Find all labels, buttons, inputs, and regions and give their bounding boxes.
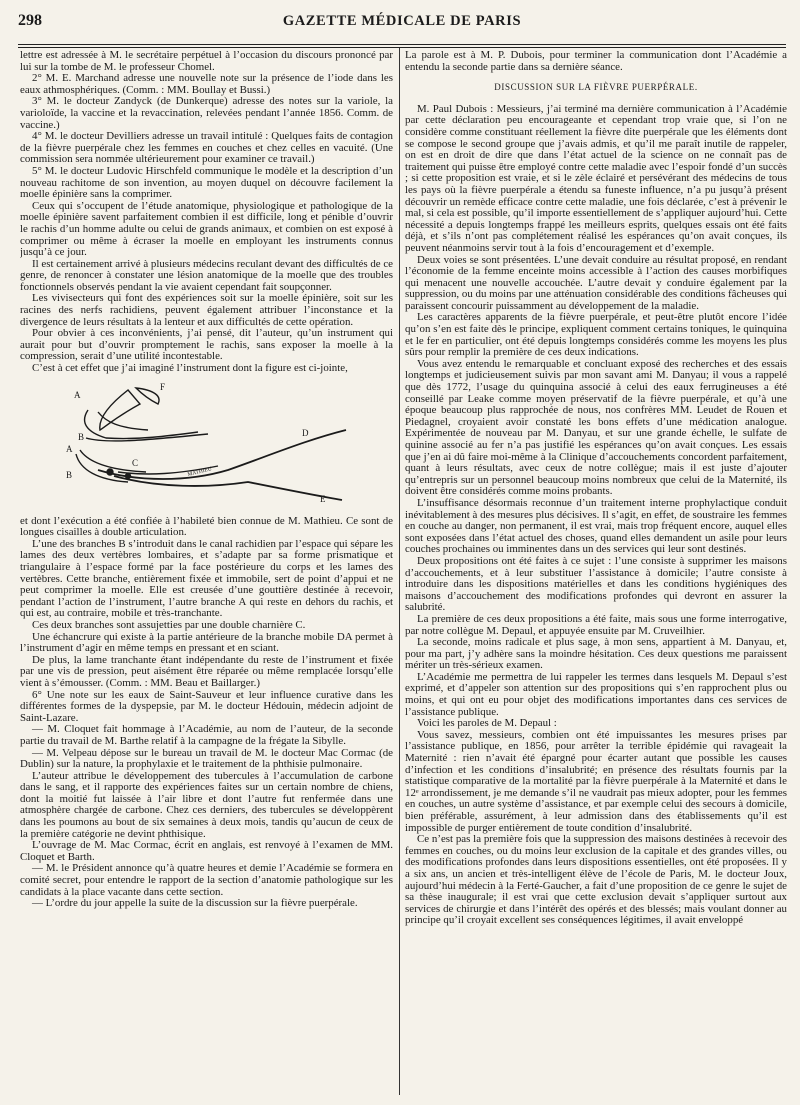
paragraph: Les vivisecteurs qui font des expériences soit sur la moelle épinière, soit sur les racines des nerfs rachidiens, peuvent également attribuer l’inconstance et la divergence de leurs résultats à la lenteur et aux difficultés de cette opération.: [20, 292, 393, 328]
journal-title: GAZETTE MÉDICALE DE PARIS: [282, 13, 522, 29]
figure-label: E: [320, 493, 326, 504]
figure-label: B: [78, 431, 85, 442]
header-rule-thin: [18, 47, 786, 48]
figure-label: B: [66, 469, 73, 480]
paragraph: 3° M. le docteur Zandyck (de Dunkerque) adresse des notes sur la variole, la varioloïde, la vaccine et la revaccination, relevées pendant l’année 1856. Comm. de vaccine.): [20, 95, 393, 131]
maker-mark: MATHIEU: [187, 465, 213, 478]
paragraph: 5° M. le docteur Ludovic Hirschfeld communique le modèle et la description d’un nouveau rachitome de son invention, au moyen duquel on découvre facilement la moelle épinière sans la comprimer.: [20, 164, 393, 201]
paragraph: Il est certainement arrivé à plusieurs médecins reculant devant des difficultés de ce genre, de renoncer à constater une lésion anatomique de la moelle que des troubles fonctionnels observés pendant la vie avaient cependant fait soupçonner.: [20, 257, 393, 293]
header-rule: [18, 44, 786, 45]
paragraph: et dont l’exécution a été confiée à l’habileté bien connue de M. Mathieu. Ce sont de longues cisailles à double articulation.: [20, 514, 393, 539]
paragraph: — M. le Président annonce qu’à quatre heures et demie l’Académie se formera en comité secret, pour entendre le rapport de la section d’anatomie pathologique sur les candidats à la place vacante dans cette section.: [20, 862, 393, 898]
paragraph: L’auteur attribue le développement des tubercules à l’accumulation de carbone dans le sang, et il rapporte des expériences faites sur un certain nombre de chiens, dont la moitié fut laissée à l’air libre et dont l’autre fut renfermée dans une atmosphère chargée de carbone. Chez ces derniers, des tubercules se développèrent dans les poumons au bout de six semaines à deux mois, tandis qu’aucun de ceux de la première catégorie ne devint phthisique.: [20, 769, 393, 840]
paragraph: Vous savez, messieurs, combien ont été impuissantes les mesures prises par l’assistance publique, en 1856, pour arrêter la terrible épidémie qui ravageait la Maternité : rien n’avait été épargné pour écarter autant que possible les causes d’infection et les conditions d’insalubrité; en présence des résultats fournis par la statistique comparative de la mortalité par la fièvre puerpérale à la Maternité et dans le 12ᵉ arrondissement, je me demande s’il ne vaudrait pas mieux adopter, pour les femmes en couches, un autre système d’assistance, et par exemple celui des secours à domicile, bien préférable, assurément, à leur admission dans des établissements qu’il est impossible de purger entièrement de toute condition d’insalubrité.: [405, 728, 787, 834]
blade-detail-a: [100, 390, 140, 430]
paragraph: 2° M. E. Marchand adresse une nouvelle note sur la présence de l’iode dans les eaux athmosphériques. (Comm. : MM. Boullay et Bussi.): [20, 72, 393, 96]
paragraph: L’une des branches B s’introduit dans le canal rachidien par l’espace qui sépare les lames des deux vertèbres lombaires, et s’adapte par sa forme prismatique et triangulaire à l’espace formé par la face postérieure du corps et les lames des vertèbres. Cette branche, entièrement fixée et immobile, sert de point d’appui et ne peut comprimer la moelle. Elle est creusée d’une gouttière destinée à recevoir, pendant l’action de l’instrument, l’autre branche A qui reste en dehors du rachis, et qui est, au contraire, mobile et très-tranchante.: [20, 537, 393, 620]
paragraph: — M. Velpeau dépose sur le bureau un travail de M. le docteur Mac Cormac (de Dublin) sur la nature, la prophylaxie et le traitement de la phthisie pulmonaire.: [20, 746, 393, 771]
paragraph: Les caractères apparents de la fièvre puerpérale, et peut-être plutôt encore l’idée qu’on s’en est faite dès le principe, expliquent comment certains toniques, le quinquina et le fer en particulier, ont été depuis longtemps considérés comme les moyens les plus sûrs pour remplir la première de ces deux indications.: [405, 311, 787, 359]
paragraph: L’ouvrage de M. Mac Cormac, écrit en anglais, est renvoyé à l’examen de MM. Cloquet et Barth.: [20, 839, 393, 863]
right-column: [405, 50, 787, 1102]
hinge-c: [107, 469, 113, 475]
paragraph: — L’ordre du jour appelle la suite de la discussion sur la fièvre puerpérale.: [32, 897, 358, 910]
hinge-c-second: [126, 473, 131, 478]
paragraph: Ce n’est pas la première fois que la suppression des maisons destinées à recevoir des femmes en couches, ou du moins leur exclusion de la capitale et des grandes villes, ou des modifications profondes dans leurs dispositions essentielles, ont été proposées. Il y a six ans, un ancien et très-intelligent élève de l’école de Paris, M. le docteur Joux, aujourd’hui médecin à la Ferté-Gaucher, a fait d’une proposition de ce genre le sujet de sa thèse inaugurale; il est vrai que cette exclusion devait s’appliquer surtout aux services de chirurgie et dans l’intérêt des opérés et des blessés; mais voulant donner au principe qu’il croyait excellent ses conséquences légitimes, il avait enveloppé: [405, 833, 787, 927]
paragraph: M. Paul Dubois : Messieurs, j’ai terminé ma dernière communication à l’Académie par cette déclaration peu encourageante et cependant trop vraie que, si l’on ne considère comme constituant réellement la fièvre dite puerpérale que les éléments dont se compose le second groupe que j’avais admis, et qu’il me paraît inutile de rappeler, on est en droit de dire que dans l’état actuel de la science on ne connaît pas de traitement qui puisse être employé contre cette maladie avec l’espoir fondé d’un succès ; si cette proposition est vraie, et si le zèle éclairé et persévérant des médecins de tous les pays où la fièvre puerpérale a étendu sa funeste influence, n’a pu jusqu’à présent découvrir un remède efficace contre cette maladie, une fois déclarée, c’est à prévenir le mal, si cela est possible, qu’il importe essentiellement de s’appliquer aujourd’hui. Cette nécessité a depuis longtemps frappé les meilleurs esprits, quelques essais ont été faits déjà, et s’ils n’ont pas complétement réalisé les espérances qu’on avait conçues, ils peuvent néanmoins servir tout à la fois d’encouragement et d’exemple.: [405, 102, 787, 254]
section-heading: DISCUSSION SUR LA FIÈVRE PUERPÉRALE.: [494, 82, 698, 93]
paragraph: L’insuffisance désormais reconnue d’un traitement interne prophylactique conduit inévitablement à des mesures plus décisives. Il s’agit, en effet, de soustraire les femmes en couche au danger, non permanent, il est vrai, mais trop fréquent encore, auquel elles sont exposées dans l’état actuel des choses, quand elles demandent un asile pour leurs couches prochaines ou imminentes dans un des services qui leur sont destinés.: [405, 496, 787, 556]
paragraph: — M. Cloquet fait hommage à l’Académie, au nom de l’auteur, de la seconde partie du travail de M. Barthe relatif à la campagne de la frégate la Sibylle.: [20, 723, 393, 747]
paragraph: C’est à cet effet que j’ai imaginé l’instrument dont la figure est ci-jointe,: [32, 362, 348, 375]
paragraph: Ces deux branches sont assujetties par une double charnière C.: [32, 618, 306, 631]
paragraph: La première de ces deux propositions a été faite, mais sous une forme interrogative, par notre collègue M. Depaul, et appuyée ensuite par M. Cruveilhier.: [405, 612, 787, 637]
figure-label: A: [74, 389, 81, 400]
paragraph: Ceux qui s’occupent de l’étude anatomique, physiologique et pathologique de la moelle épinière savent parfaitement combien il est difficile, long et pénible d’ouvrir le rachis d’un homme adulte ou celui de grands animaux, et combien on est exposé à comprimer ou même à écraser la moelle en employant les instruments connus jusqu’à ce jour.: [20, 199, 393, 259]
paragraph: La seconde, moins radicale et plus sage, à mon sens, appartient à M. Danyau, et, pour ma part, j’y adhère sans la moindre hésitation. Ces deux questions me paraissent mériter un très-sérieux examen.: [405, 636, 787, 672]
paragraph: Deux propositions ont été faites à ce sujet : l’une consiste à supprimer les maisons d’accouchements, et à leur substituer l’assistance à domicile; l’autre consiste à introduire dans les dispositions matérielles et dans les conditions hygiéniques des maisons d’accouchement des modifications profondes qui devront en assurer la salubrité.: [405, 554, 787, 614]
rachitome-engraving: [58, 378, 358, 512]
paragraph: lettre est adressée à M. le secrétaire perpétuel à l’occasion du discours prononcé par lui sur la tombe de M. le professeur Chomel.: [20, 50, 393, 73]
paragraph: Voici les paroles de M. Depaul :: [417, 717, 557, 730]
figure-label: A: [66, 443, 73, 454]
figure-label: D: [302, 427, 309, 438]
figure-label: F: [160, 381, 166, 392]
paragraph: 6° Une note sur les eaux de Saint-Sauveur et leur influence curative dans les différentes formes de la dyspepsie, par M. le docteur Hédouin, médecin adjoint de Saint-Lazare.: [20, 688, 393, 724]
rachitome-figure: [20, 378, 393, 514]
paragraph: L’Académie me permettra de lui rappeler les termes dans lesquels M. Depaul s’est exprimé, et d’appeler son attention sur des propositions qui s’en rapprochent plus ou moins, et qui ont eu pour objet des modifications importantes dans ces services de l’assistance publique.: [405, 670, 787, 718]
column-separator: [399, 48, 400, 1095]
paragraph: De plus, la lame tranchante étant indépendante du reste de l’instrument et fixée par une vis de pression, peut aisément être réparée ou même remplacée lorsqu’elle vient à s’émousser. (Comm. : MM. Beau et Baillarger.): [20, 653, 393, 689]
paragraph: La parole est à M. P. Dubois, pour terminer la communication dont l’Académie a entendu la seconde partie dans sa dernière séance.: [405, 50, 787, 73]
blade-detail-f: [136, 388, 159, 404]
page-number: 298: [18, 12, 42, 29]
paragraph: Vous avez entendu le remarquable et concluant exposé des recherches et des essais longtemps et judicieusement suivis par mon savant ami M. Danyau; il vous a rappelé que dès 1772, l’usage du quinquina associé à celui des eaux ferrugineuses a été conseillé par Leake comme moyen préservatif de la fièvre puerpérale, et qu’à une époque beaucoup plus rapprochée de nous, nos confrères MM. Leudet de Rouen et Piedagnel, croyaient avoir constaté les bons effets d’une médication analogue. Expérimentée de nouveau par M. Danyau, et sur une grande échelle, le sulfate de quinine associé au fer n’a pas justifié les espérances qu’on avait conçues. Les essais que j’en ai dû faire moi-même à la Clinique d’accouchements concordent parfaitement, quant à leurs résultats, avec ceux de notre collègue; mais il est juste d’ajouter qu’entrepris sur un personnel beaucoup moins nombreux que celui de la Maternité, ils doivent être considérés comme moins probants.: [405, 357, 787, 498]
page-header: [18, 12, 786, 36]
handle-e: [114, 476, 342, 500]
paragraph: Pour obvier à ces inconvénients, j’ai pensé, dit l’auteur, qu’un instrument qui aurait pour but d’ouvrir promptement le rachis, sans exposer la moelle à la compression, serait d’une utilité incontestable.: [20, 327, 393, 363]
figure-label: C: [132, 457, 139, 468]
left-column: [20, 50, 393, 1102]
upper-shear-arm: [85, 410, 198, 439]
paragraph: 4° M. le docteur Devilliers adresse un travail intitulé : Quelques faits de contagion de la fièvre puerpérale chez les femmes en couches et chez celles en vacuité. (Une commission sera nommée ultérieurement pour examiner ce travail.): [20, 130, 393, 166]
paragraph: Une échancrure qui existe à la partie antérieure de la branche mobile DA permet à l’instrument d’agir en même temps en pressant et en sciant.: [20, 630, 393, 655]
paragraph: Deux voies se sont présentées. L’une devait conduire au résultat proposé, en rendant l’économie de la femme enceinte moins accessible à l’action des causes morbifiques qui menacent une nouvelle accouchée. L’autre devait y conduire également par la suppression, ou du moins par une atténuation considérable des conditions fâcheuses qui paraissent concourir puissamment au développement de la maladie.: [405, 253, 787, 312]
